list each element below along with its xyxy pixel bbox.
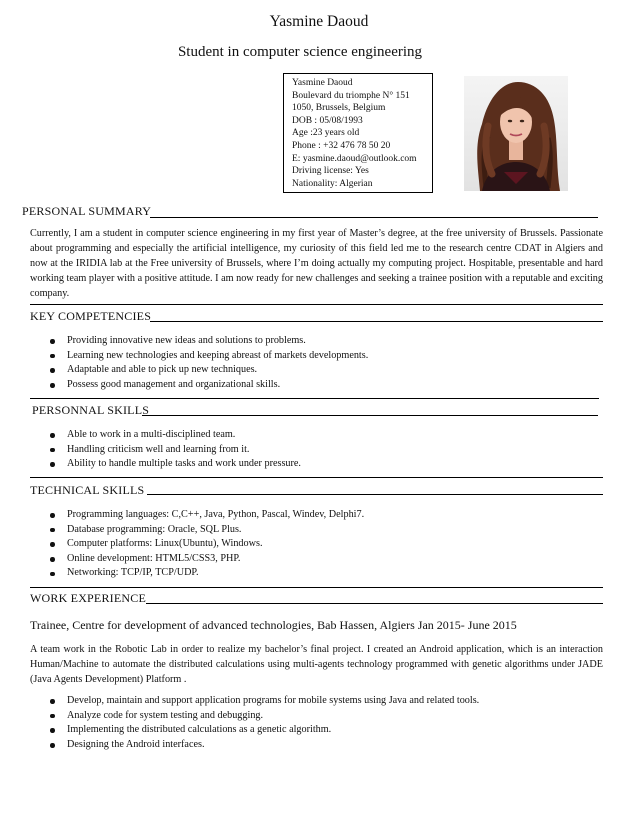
section-divider xyxy=(30,477,603,478)
list-item: Computer platforms: Linux(Ubuntu), Windows. xyxy=(30,537,364,552)
contact-line: Driving license: Yes xyxy=(292,166,369,177)
section-title-personal-skills: PERSONNAL SKILLS xyxy=(32,403,150,417)
contact-line: E: yasmine.daoud@outlook.com xyxy=(292,153,417,164)
job-description: A team work in the Robotic Lab in order to realize my bachelor’s final project. I created an Android application, which is an interaction Human/Machine to automate the distributed calculations using multi-agents technology programmed with genetic algorithms under JADE (Java Agents Development) Platform . xyxy=(30,644,603,685)
work-duties-list xyxy=(30,694,479,752)
list-item: Adaptable and able to pick up new techniques. xyxy=(30,363,368,378)
section-title-work-experience: WORK EXPERIENCE xyxy=(30,591,146,605)
resume-name: Yasmine Daoud xyxy=(269,13,369,30)
contact-box xyxy=(283,73,433,193)
list-item: Ability to handle multiple tasks and work under pressure. xyxy=(30,457,301,472)
personal-skills-list xyxy=(30,428,301,472)
list-item: Possess good management and organizational skills. xyxy=(30,378,368,393)
section-title-technical-skills: TECHNICAL SKILLS xyxy=(30,483,145,497)
list-item: Develop, maintain and support application programs for mobile systems using Java and related tools. xyxy=(30,694,479,709)
contact-line: Phone : +32 476 78 50 20 xyxy=(292,140,391,151)
section-divider xyxy=(30,304,603,305)
list-item: Designing the Android interfaces. xyxy=(30,738,479,753)
list-item: Learning new technologies and keeping abreast of markets developments. xyxy=(30,349,368,364)
portrait-photo-icon xyxy=(464,76,568,191)
list-item: Programming languages: C,C++, Java, Python, Pascal, Windev, Delphi7. xyxy=(30,508,364,523)
competencies-list xyxy=(30,334,368,392)
section-divider xyxy=(30,398,599,399)
list-item: Providing innovative new ideas and solutions to problems. xyxy=(30,334,368,349)
list-item: Online development: HTML5/CSS3, PHP. xyxy=(30,552,364,567)
contact-line: Yasmine Daoud xyxy=(292,78,353,88)
list-item: Handling criticism well and learning from it. xyxy=(30,443,301,458)
section-underline xyxy=(142,415,598,416)
section-title-summary: PERSONAL SUMMARY xyxy=(22,204,152,218)
contact-line: Age :23 years old xyxy=(292,128,360,139)
job-title: Trainee, Centre for development of advanced technologies, Bab Hassen, Algiers Jan 2015- June 2015 xyxy=(30,618,517,632)
technical-skills-list xyxy=(30,508,364,581)
summary-text: Currently, I am a student in computer science engineering in my first year of Master’s degree, at the free university of Brussels. Passionate about programming and especially the artificial intelligence, my curiosity of this field led me to the research centre CDAT in Algiers and now at the IRIDIA lab at the Free university of Brussels, where I’m doing actually my computing project. Hospitable, presentable and hard working team player with a positive attitude. I am now ready for new challenges and seeking a trainee position with a reputable and exciting company. xyxy=(30,228,603,299)
section-underline xyxy=(146,603,603,604)
section-title-competencies: KEY COMPETENCIES xyxy=(30,309,152,323)
contact-line: Nationality: Algerian xyxy=(292,178,373,189)
list-item: Analyze code for system testing and debugging. xyxy=(30,709,479,724)
contact-line: Boulevard du triomphe N° 151 xyxy=(292,90,410,101)
contact-line: 1050, Brussels, Belgium xyxy=(292,103,386,114)
list-item: Implementing the distributed calculations as a genetic algorithm. xyxy=(30,723,479,738)
section-underline xyxy=(150,321,603,322)
section-underline xyxy=(147,494,603,495)
section-divider xyxy=(30,587,603,588)
section-underline xyxy=(150,217,598,218)
resume-title: Student in computer science engineering xyxy=(177,44,423,60)
list-item: Able to work in a multi-disciplined team. xyxy=(30,428,301,443)
list-item: Database programming: Oracle, SQL Plus. xyxy=(30,523,364,538)
profile-photo xyxy=(464,76,568,191)
list-item: Networking: TCP/IP, TCP/UDP. xyxy=(30,566,364,581)
contact-line: DOB : 05/08/1993 xyxy=(292,115,363,126)
